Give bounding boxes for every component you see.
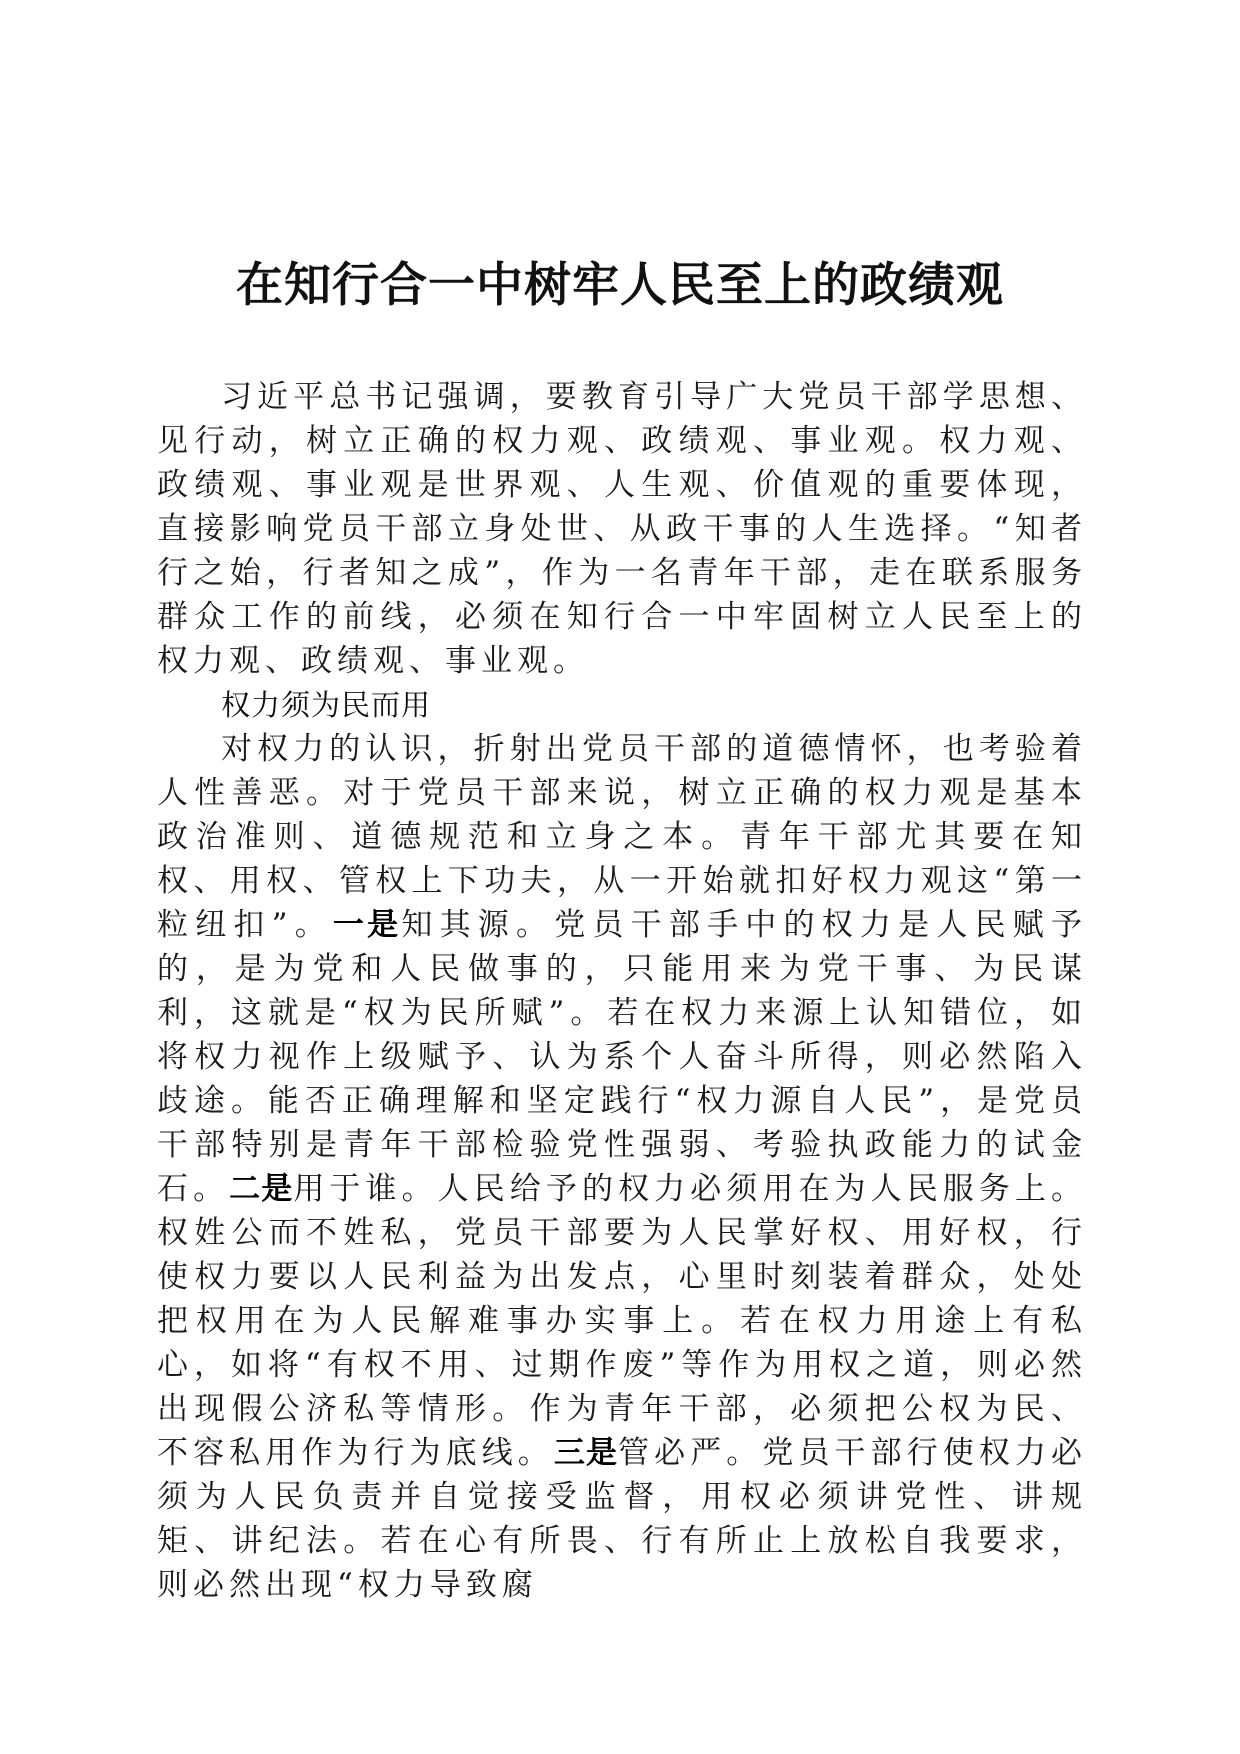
intro-paragraph: 习近平总书记强调，要教育引导广大党员干部学思想、见行动，树立正确的权力观、政绩观、事业观。权力观、政绩观、事业观是世界观、人生观、价值观的重要体现，直接影响党员干部立身处世、从政干事的人生选择。“知者行之始，行者知之成”，作为一名青年干部，走在联系服务群众工作的前线，必须在知行合一中牢固树立人民至上的权力观、政绩观、事业观。 (157, 379, 1087, 679)
paragraph-text-2: 知其源。党员干部手中的权力是人民赋予的，是为党和人民做事的，只能用来为党干事、为民谋利，这就是“权为民所赋”。若在权力来源上认知错位，如将权力视作上级赋予、认为系个人奋斗所得，则必然陷入歧途。能否正确理解和坚定践行“权力源自人民”，是党员干部特别是青年干部检验党性强弱、考验执政能力的试金石。 (157, 907, 1087, 1207)
section-heading: 权力须为民而用 (221, 688, 432, 722)
keyword-second: 二是 (229, 1171, 294, 1207)
section-paragraph (157, 727, 1087, 1607)
document-body (157, 375, 1087, 1607)
keyword-first: 一是 (332, 907, 402, 943)
paragraph-text-4: 管必严。党员干部行使权力必须为人民负责并自觉接受监督，用权必须讲党性、讲规矩、讲纪法。若在心有所畏、行有所止上放松自我要求，则必然出现“权力导致腐 (157, 1435, 1088, 1603)
paragraph-text-1: 对权力的认识，折射出党员干部的道德情怀，也考验着人性善恶。对于党员干部来说，树立正确的权力观是基本政治准则、道德规范和立身之本。青年干部尤其要在知权、用权、管权上下功夫，从一开始就扣好权力观这“第一粒纽扣”。 (157, 731, 1087, 943)
keyword-third: 三是 (553, 1435, 619, 1471)
paragraph-text-3: 用于谁。人民给予的权力必须用在为人民服务上。权姓公而不姓私，党员干部要为人民掌好权、用好权，行使权力要以人民利益为出发点，心里时刻装着群众，处处把权用在为人民解难事办实事上。若在权力用途上有私心，如将“有权不用、过期作废”等作为用权之道，则必然出现假公济私等情形。作为青年干部，必须把公权为民、不容私用作为行为底线。 (157, 1171, 1088, 1471)
document-title: 在知行合一中树牢人民至上的政绩观 (236, 258, 1004, 313)
